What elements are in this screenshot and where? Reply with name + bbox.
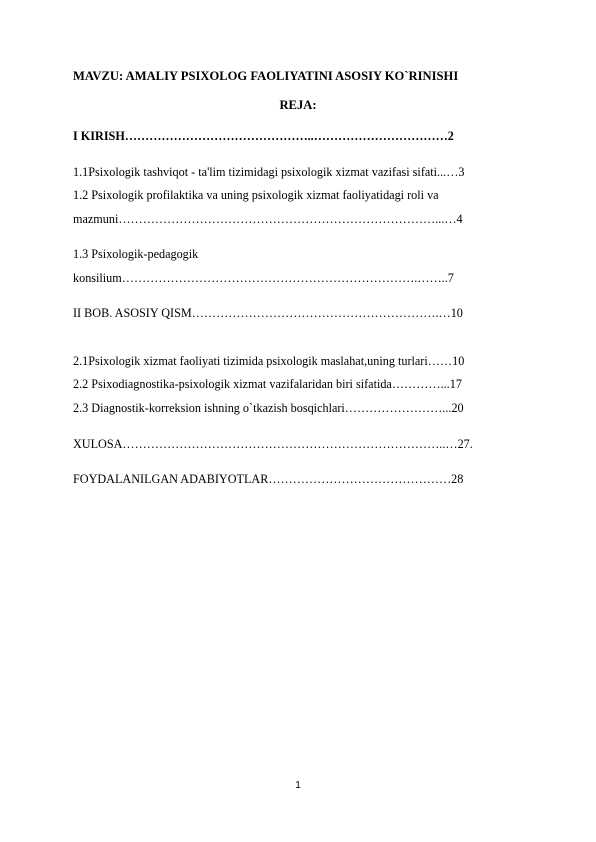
plan-heading: REJA:	[279, 98, 317, 112]
page-number: 1	[295, 780, 301, 791]
document-title: MAVZU: AMALIY PSIXOLOG FAOLIYATINI ASOSIY KO`RINISHI	[73, 69, 459, 83]
toc-entry-chapter-2: II BOB. ASOSIY QISM…………………………………………………….…10	[73, 306, 463, 320]
toc-entry-1-3-line1: 1.3 Psixologik-pedagogik	[73, 247, 199, 261]
toc-entry-1-1: 1.1Psixologik tashviqot - ta'lim tizimidagi psixologik xizmat vazifasi sifati...…3	[73, 165, 465, 179]
toc-entry-2-3: 2.3 Diagnostik-korreksion ishning o`tkazish bosqichlari……………………...20	[73, 401, 464, 415]
toc-entry-kirish: I KIRISH………………………………………..……………………………2	[73, 129, 454, 143]
toc-entry-2-1: 2.1Psixologik xizmat faoliyati tizimida psixologik maslahat,uning turlari……10	[73, 354, 465, 368]
toc-entry-2-2: 2.2 Psixodiagnostika-psixologik xizmat vazifalaridan biri sifatida…………...17	[73, 377, 462, 391]
toc-entry-1-3-line2: konsilium……………………………………………………………….……..7	[73, 271, 454, 285]
toc-entry-1-2-line1: 1.2 Psixologik profilaktika va uning psixologik xizmat faoliyatidagi roli va	[73, 188, 439, 202]
toc-entry-xulosa: XULOSA……………………………………………………………………..…27.	[73, 437, 473, 451]
toc-entry-adabiyotlar: FOYDALANILGAN ADABIYOTLAR………………………………………28	[73, 472, 464, 486]
toc-entry-1-2-line2: mazmuni……………………………………………………………………...…4	[73, 212, 463, 226]
